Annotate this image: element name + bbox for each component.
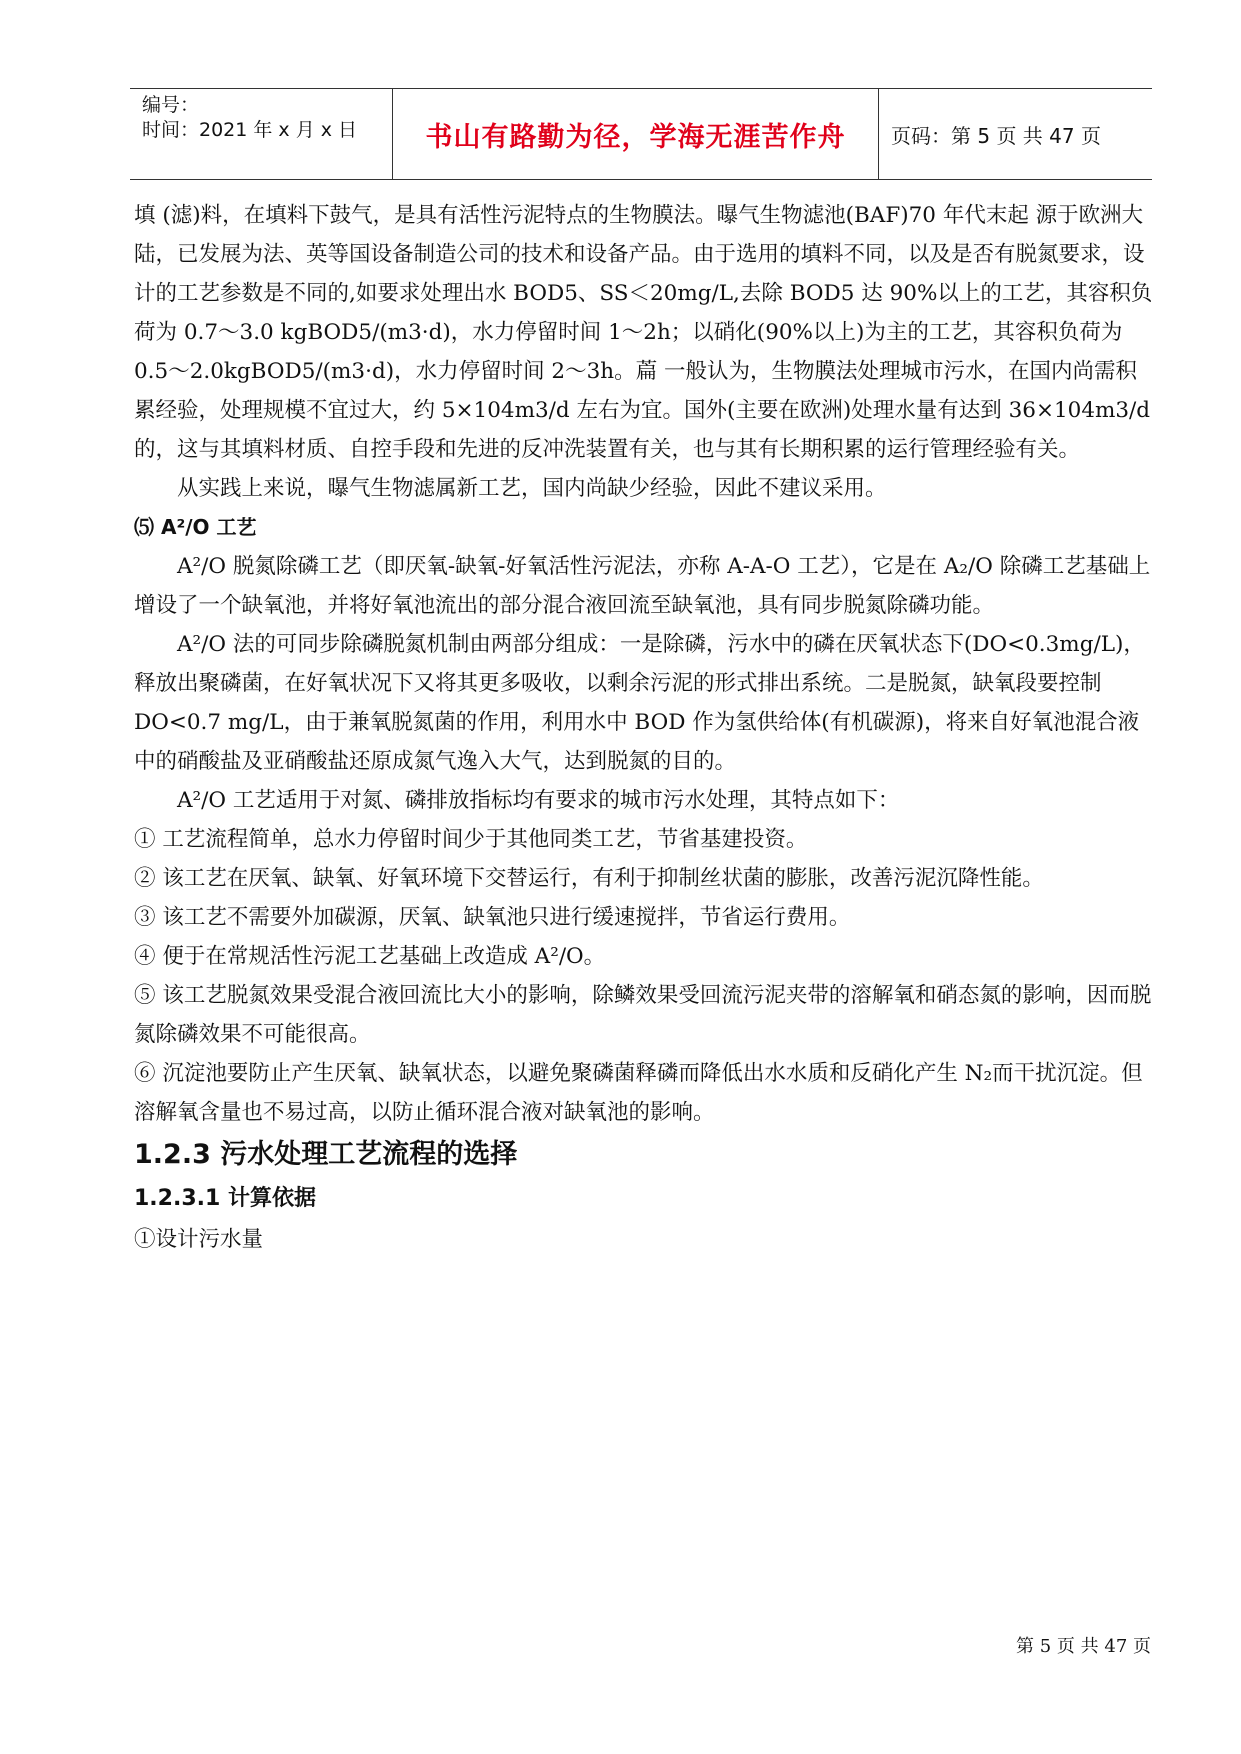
header-motto: 书山有路勤为径，学海无涯苦作舟	[392, 89, 879, 179]
list-item-feature-1: ① 工艺流程简单，总水力停留时间少于其他同类工艺，节省基建投资。	[134, 827, 808, 852]
list-item-feature-3: ③ 该工艺不需要外加碳源，厌氧、缺氧池只进行缓速搅拌，节省运行费用。	[134, 905, 851, 930]
paragraph-a2o-mechanism: A²/O 法的可同步除磷脱氮机制由两部分组成：一是除磷，污水中的磷在厌氧状态下(DO<0.3mg/L)，释放出聚磷菌，在好氧状况下又将其更多吸收，以剩余污泥的形式排出系统。二是脱氮，缺氧段要控制 DO<0.7 mg/L，由于兼氧脱氮菌的作用，利用水中 BOD 作为氢供给体(有机碳源)，将来自好氧池混合液中的硝酸盐及亚硝酸盐还原成氮气逸入大气，达到脱氮的目的。	[134, 632, 1145, 774]
paragraph-baf-conclusion: 从实践上来说，曝气生物滤属新工艺，国内尚缺少经验，因此不建议采用。	[177, 476, 887, 501]
paragraph-a2o-intro: A²/O 脱氮除磷工艺（即厌氧-缺氧-好氧活性污泥法，亦称 A-A-O 工艺），它是在 A₂/O 除磷工艺基础上增设了一个缺氧池，并将好氧池流出的部分混合液回流至缺氧池，具有同步脱氮除磷功能。	[134, 554, 1151, 618]
list-item-feature-6: ⑥ 沉淀池要防止产生厌氧、缺氧状态，以避免聚磷菌释磷而降低出水水质和反硝化产生 N₂而干扰沉淀。但溶解氧含量也不易过高，以防止循环混合液对缺氧池的影响。	[134, 1061, 1143, 1125]
heading-a2o-process: ⑸ A²/O 工艺	[134, 515, 257, 539]
document-number-label: 编号：	[142, 94, 200, 116]
page-header	[130, 88, 1152, 180]
document-body	[134, 196, 1154, 1259]
page-footer: 第 5 页 共 47 页	[1016, 1636, 1151, 1657]
paragraph-a2o-features-intro: A²/O 工艺适用于对氮、磷排放指标均有要求的城市污水处理，其特点如下：	[177, 788, 900, 813]
document-time-label: 时间：2021 年 x 月 x 日	[142, 119, 358, 141]
paragraph-design-flow: ①设计污水量	[134, 1227, 264, 1252]
list-item-feature-4: ④ 便于在常规活性污泥工艺基础上改造成 A²/O。	[134, 944, 606, 969]
paragraph-baf-description: 填 (滤)料，在填料下鼓气，是具有活性污泥特点的生物膜法。曝气生物滤池(BAF)70 年代末起 源于欧洲大陆，已发展为法、英等国设备制造公司的技术和设备产品。由于选用的填料不同，以及是否有脱氮要求，设计的工艺参数是不同的,如要求处理出水 BOD5、SS＜20mg/L,去除 BOD5 达 90%以上的工艺，其容积负荷为 0.7～3.0 kgBOD5/(m3·d)，水力停留时间 1～2h；以硝化(90%以上)为主的工艺，其容积负荷为 0.5～2.0kgBOD5/(m3·d)，水力停留时间 2～3h。萹 一般认为，生物膜法处理城市污水，在国内尚需积累经验，处理规模不宜过大，约 5×104m3/d 左右为宜。国外(主要在欧洲)处理水量有达到 36×104m3/d 的，这与其填料材质、自控手段和先进的反冲洗装置有关，也与其有长期积累的运行管理经验有关。	[134, 203, 1153, 462]
header-page-info: 页码：第 5 页 共 47 页	[891, 123, 1101, 148]
header-meta	[130, 89, 392, 179]
section-heading-1-2-3: 1.2.3 污水处理工艺流程的选择	[134, 1139, 518, 1170]
list-item-feature-2: ② 该工艺在厌氧、缺氧、好氧环境下交替运行，有利于抑制丝状菌的膨胀，改善污泥沉降性能。	[134, 866, 1044, 891]
section-heading-1-2-3-1: 1.2.3.1 计算依据	[134, 1186, 316, 1211]
list-item-feature-5: ⑤ 该工艺脱氮效果受混合液回流比大小的影响，除鳞效果受回流污泥夹带的溶解氧和硝态氮的影响，因而脱氮除磷效果不可能很高。	[134, 983, 1152, 1047]
